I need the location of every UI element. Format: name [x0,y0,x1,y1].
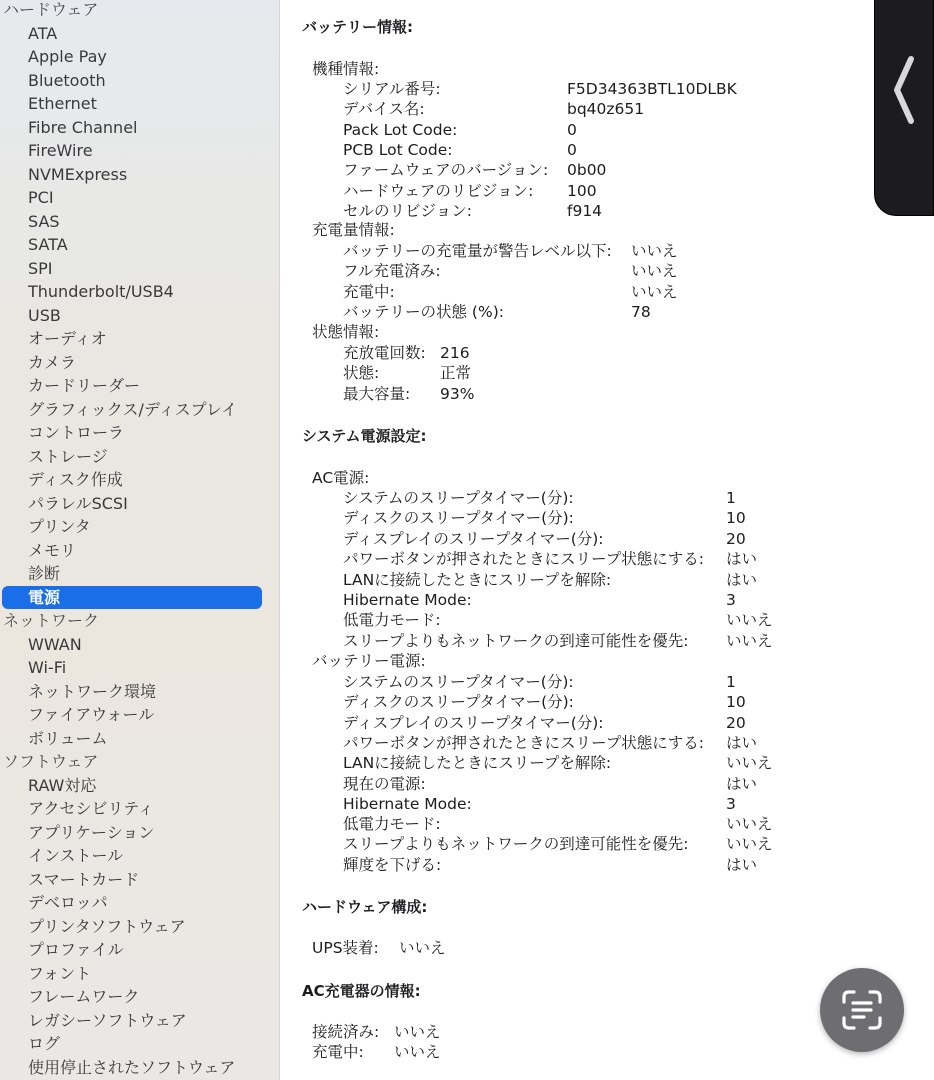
sidebar-item-bluetooth[interactable]: Bluetooth [28,70,106,90]
text-scan-icon [840,988,884,1032]
info-row-value: いいえ [631,282,678,301]
sidebar-item-39[interactable]: プリンタソフトウェア [28,916,186,936]
info-row-label: 充放電回数: [343,344,426,362]
sidebar-item-thunderbolt-usb4[interactable]: Thunderbolt/USB4 [28,282,174,301]
hardware-config-title: ハードウェア構成: [302,898,428,916]
info-row-label: PCB Lot Code: [343,140,453,159]
sidebar-item-spi[interactable]: SPI [28,258,53,278]
battery-info-title: バッテリー情報: [302,18,413,36]
info-row-value: いいえ [726,611,773,630]
sidebar-item-firewire[interactable]: FireWire [28,141,93,160]
sidebar-item-usb[interactable]: USB [28,305,61,325]
info-row-value: 1 [726,673,736,691]
system-power-title: システム電源設定: [302,427,427,445]
info-row-label: システムのスリープタイマー(分): [343,489,574,507]
info-row-label: スリープよりもネットワークの到達可能性を優先: [343,631,689,650]
info-row-value: 3 [726,591,736,609]
info-row-label: 低電力モード: [343,815,441,834]
ac-power-label: AC電源: [312,469,370,487]
info-row-value: 100 [567,181,597,200]
sidebar-item-30[interactable]: ファイアウォール [28,705,155,724]
info-row-value: F5D34363BTL10DLBK [567,80,737,98]
info-row-label: ディスプレイのスリープタイマー(分): [343,713,604,732]
info-row-label: デバイス名: [343,100,425,119]
info-row-label: スリープよりもネットワークの到達可能性を優先: [343,835,689,854]
info-row-label: セルのリビジョン: [343,201,472,220]
info-row-value: 10 [726,693,746,712]
sidebar-item-41[interactable]: フォント [28,963,92,983]
info-row-value: 20 [726,713,746,732]
info-row-value: 0 [567,120,577,139]
text-scan-button[interactable] [820,968,904,1052]
info-row-value: いいえ [726,754,773,773]
info-row-label: 低電力モード: [343,611,441,630]
info-row-value: f914 [567,201,603,220]
info-row-value: 3 [726,794,736,813]
battery-power-label: バッテリー電源: [312,652,426,670]
ups-value: いいえ [399,939,446,957]
sidebar [0,0,280,1080]
sidebar-item-34[interactable]: アクセシビリティ [28,799,154,818]
info-row-label: ディスプレイのスリープタイマー(分): [343,529,604,548]
info-row-value: bq40z651 [567,100,645,119]
sidebar-item-37[interactable]: スマートカード [28,869,140,889]
info-row-label: ディスクのスリープタイマー(分): [343,693,574,712]
info-row-label: 充電中: [343,282,395,301]
info-row-value: はい [726,733,758,752]
info-row-value: 216 [440,344,470,362]
sidebar-item-16[interactable]: カードリーダー [28,376,141,395]
sidebar-item-wwan[interactable]: WWAN [28,634,82,654]
sidebar-item-14[interactable]: オーディオ [28,329,107,348]
sidebar-item-sata[interactable]: SATA [28,235,68,254]
info-row-label: フル充電済み: [343,262,441,281]
report-content [280,0,934,1080]
info-row-value: 78 [631,302,651,321]
info-row-value: 93% [440,384,475,403]
charge-info-label: 充電量情報: [312,221,395,239]
info-row-label: パワーボタンが押されたときにスリープ状態にする: [343,733,704,752]
info-row-label: シリアル番号: [343,80,441,98]
info-row-label: LANに接続したときにスリープを解除: [343,570,612,589]
info-row-label: バッテリーの状態 (%): [343,302,504,321]
sidebar-item-22[interactable]: プリンタ [28,517,91,536]
sidebar-item-ethernet[interactable]: Ethernet [28,94,97,113]
ups-label: UPS装着: [312,939,379,957]
sidebar-item-fibre-channel[interactable]: Fibre Channel [28,117,138,137]
info-row-value: 0 [567,140,577,159]
sidebar-item-45[interactable]: 使用停止されたソフトウェア [28,1057,236,1077]
sidebar-item-31[interactable]: ボリューム [28,728,108,748]
info-row-label: バッテリーの充電量が警告レベル以下: [343,242,612,260]
info-row-value: いいえ [631,262,678,281]
info-row-value: いいえ [394,1023,441,1041]
sidebar-item-29[interactable]: ネットワーク環境 [28,681,157,701]
sidebar-item-24[interactable]: 診断 [28,564,61,583]
sidebar-item-17[interactable]: グラフィックス/ディスプレイ [28,399,238,419]
info-row-value: いいえ [726,835,773,854]
info-row-value: 0b00 [567,161,607,180]
sidebar-item-raw[interactable]: RAW対応 [28,775,97,795]
info-row-label: Hibernate Mode: [343,794,472,813]
info-row-value: 10 [726,509,746,528]
info-row-label: ディスクのスリープタイマー(分): [343,509,574,528]
sidebar-item-ata[interactable]: ATA [28,23,58,43]
sidebar-item-18[interactable]: コントローラ [28,423,125,442]
info-row-value: はい [726,550,758,569]
info-row-value: いいえ [726,815,773,834]
sidebar-item-pci[interactable]: PCI [28,188,54,207]
info-row-label: システムのスリープタイマー(分): [343,673,574,691]
info-row-label: ファームウェアのバージョン: [343,161,549,180]
info-row-value: 1 [726,489,736,507]
info-row-label: 充電中: [312,1043,364,1062]
info-row-label: 現在の電源: [343,774,426,793]
sidebar-category-0[interactable]: ハードウェア [3,0,99,19]
sidebar-item-43[interactable]: レガシーソフトウェア [28,1010,187,1030]
info-row-value: いいえ [726,631,773,650]
info-row-label: パワーボタンが押されたときにスリープ状態にする: [343,550,704,569]
sidebar-item-20[interactable]: ディスク作成 [28,470,123,489]
info-row-label: LANに接続したときにスリープを解除: [343,754,612,773]
sidebar-category-32[interactable]: ソフトウェア [3,752,99,771]
info-row-label: 最大容量: [343,384,411,403]
info-row-label: 輝度を下げる: [343,855,442,874]
info-row-value: はい [726,570,758,589]
sidebar-item-44[interactable]: ログ [28,1034,61,1053]
sidebar-item-sas[interactable]: SAS [28,211,60,231]
info-row-label: Hibernate Mode: [343,591,472,609]
sidebar-item-42[interactable]: フレームワーク [28,987,140,1006]
side-panel-tab[interactable] [874,0,934,216]
info-row-label: 状態: [343,364,380,383]
sidebar-category-26[interactable]: ネットワーク [3,611,100,630]
info-row-value: はい [726,855,758,874]
info-row-value: いいえ [631,242,678,260]
sidebar-item-nvmexpress[interactable]: NVMExpress [28,164,128,184]
info-row-label: ハードウェアのリビジョン: [343,181,534,200]
ac-charger-title: AC充電器の情報: [302,982,421,1000]
chevron-left-icon [891,55,917,125]
sidebar-item-40[interactable]: プロファイル [28,940,124,959]
sidebar-item-apple-pay[interactable]: Apple Pay [28,47,107,66]
info-row-label: Pack Lot Code: [343,120,458,139]
sidebar-item-wi-fi[interactable]: Wi-Fi [28,658,67,677]
sidebar-item-15[interactable]: カメラ [28,352,77,372]
sidebar-item-38[interactable]: デベロッパ [28,893,108,912]
model-info-label: 機種情報: [312,60,380,78]
sidebar-item-scsi[interactable]: パラレルSCSI [28,493,128,513]
info-row-value: はい [726,774,758,793]
sidebar-item-35[interactable]: アプリケーション [28,822,155,842]
sidebar-item-36[interactable]: インストール [28,846,124,865]
sidebar-item-23[interactable]: メモリ [28,540,77,560]
status-info-label: 状態情報: [312,323,380,341]
sidebar-item-25[interactable]: 電源 [2,586,262,609]
info-row-value: いいえ [394,1043,441,1062]
sidebar-item-19[interactable]: ストレージ [28,446,108,466]
info-row-value: 正常 [440,364,472,383]
info-row-label: 接続済み: [312,1023,380,1041]
info-row-value: 20 [726,529,746,548]
